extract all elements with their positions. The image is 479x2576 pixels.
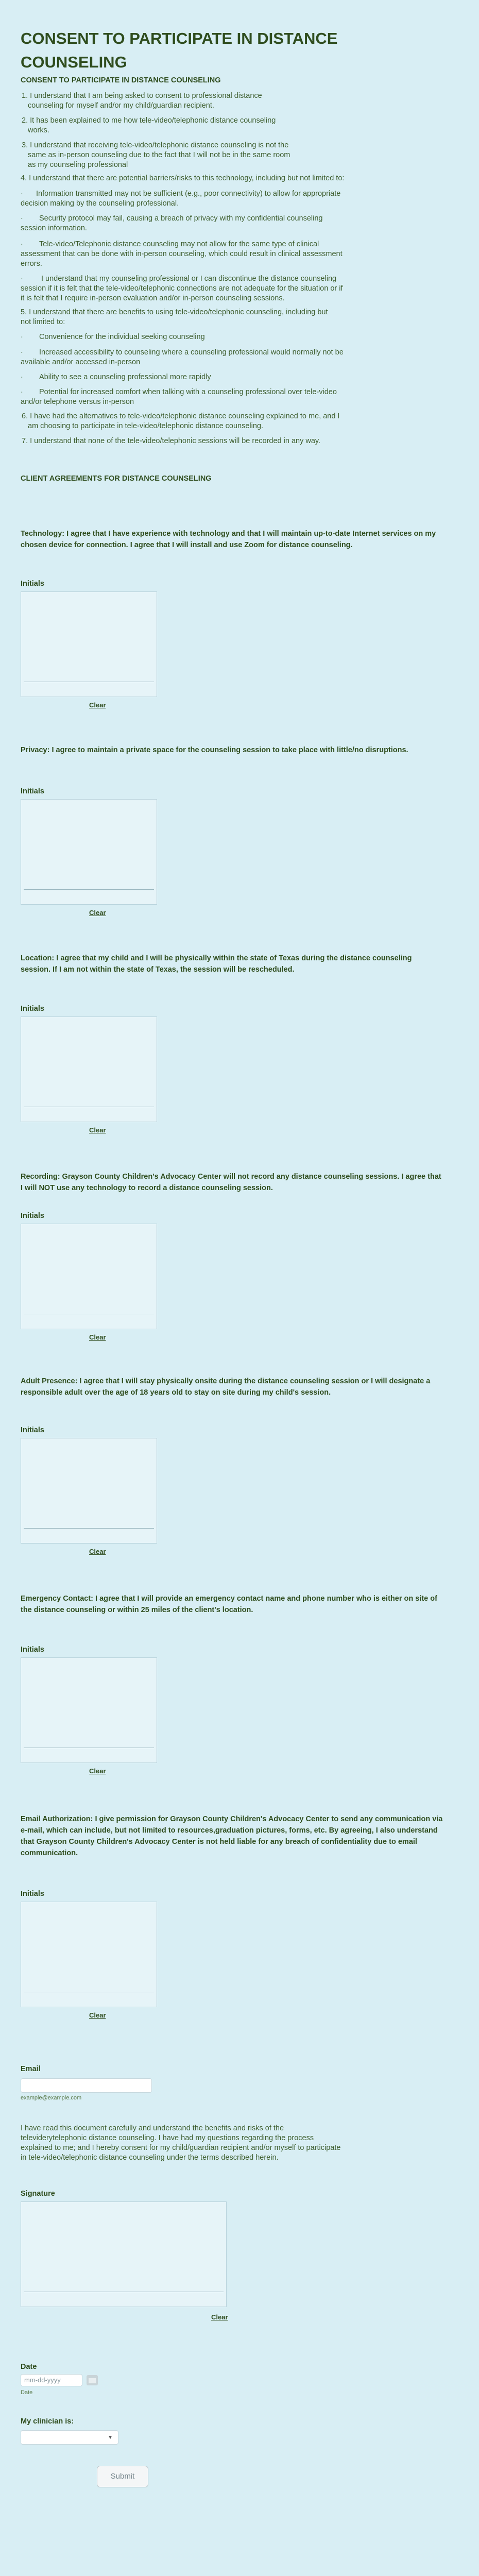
consent-item-3a: 3. I understand that receiving tele-video/telephonic distance counseling is not the: [22, 141, 289, 149]
initials-label: Initials: [21, 1646, 44, 1654]
consent-item-4d2: session if it is felt that the tele-video/telephonic connections are not adequate for the situation or if: [21, 284, 343, 293]
date-label: Date: [21, 2363, 37, 2371]
technology-agreement: Technology: I agree that I have experience with technology and that I will maintain up-to-date Internet services on my chosen device for connection. I agree that I will install and use Zoom for distance counseling.: [21, 530, 436, 549]
consent-item-5a: 5. I understand that there are benefits to using tele-video/telephonic counseling, including but: [21, 308, 328, 316]
signature-clear-button[interactable]: Clear: [211, 2313, 228, 2321]
initials-label: Initials: [21, 1890, 44, 1898]
consent-item-4a1: Information transmitted may not be sufficient (e.g., poor connectivity) to allow for appropriate: [36, 190, 341, 198]
final-statement-3: explained to me; and I hereby consent for my child/guardian recipient and/or myself to participate: [21, 2144, 341, 2152]
recording-agreement: Recording: Grayson County Children's Advocacy Center will not record any distance counseling sessions. I agree that I will NOT use any technology to record a distance counseling session.: [21, 1173, 441, 1192]
date-sublabel: Date: [21, 2389, 33, 2396]
consent-item-4b2: session information.: [21, 224, 87, 232]
date-input[interactable]: mm-dd-yyyy: [21, 2374, 82, 2386]
privacy-clear-button[interactable]: Clear: [89, 909, 106, 917]
email-auth-clear-button[interactable]: Clear: [89, 2011, 106, 2019]
final-statement-4: in tele-video/telephonic distance counseling under the terms described herein.: [21, 2154, 279, 2162]
consent-item-2a: 2. It has been explained to me how tele-video/telephonic distance counseling: [22, 116, 276, 125]
signature-label: Signature: [21, 2190, 55, 2198]
consent-item-4c1: Tele-video/Telephonic distance counseling may not allow for the same type of clinical: [39, 240, 319, 248]
adult-presence-clear-button[interactable]: Clear: [89, 1548, 106, 1555]
bullet-dot: ·: [21, 240, 23, 248]
final-statement-1: I have read this document carefully and understand the benefits and risks of the: [21, 2124, 284, 2132]
consent-item-4d3: it is felt that I require in-person evaluation and/or in-person counseling sessions.: [21, 294, 285, 302]
adult-presence-agreement: Adult Presence: I agree that I will stay physically onsite during the distance counseling session or I will designate a responsible adult over the age of 18 years old to stay on site during my child's session.: [21, 1377, 431, 1397]
consent-item-6b: am choosing to participate in tele-video/telephonic distance counseling.: [28, 422, 264, 430]
email-sublabel: example@example.com: [21, 2095, 82, 2101]
bullet-dot: ·: [21, 388, 23, 396]
initials-label: Initials: [21, 1005, 44, 1013]
email-auth-initials-pad[interactable]: [21, 1902, 157, 2007]
privacy-agreement: Privacy: I agree to maintain a private space for the counseling session to take place with little/no disruptions.: [21, 746, 408, 754]
consent-item-4c3: errors.: [21, 260, 42, 268]
initials-label: Initials: [21, 787, 44, 795]
consent-item-1a: 1. I understand that I am being asked to consent to professional distance: [22, 92, 262, 100]
consent-item-6a: 6. I have had the alternatives to tele-video/telephonic distance counseling explained to me, and I: [22, 412, 340, 420]
adult-presence-initials-pad[interactable]: [21, 1438, 157, 1544]
email-label: Email: [21, 2065, 41, 2073]
submit-button[interactable]: Submit: [97, 2466, 148, 2487]
client-agreements-heading: CLIENT AGREEMENTS FOR DISTANCE COUNSELING: [21, 474, 212, 483]
emergency-initials-pad[interactable]: [21, 1657, 157, 1763]
consent-item-7: 7. I understand that none of the tele-video/telephonic sessions will be recorded in any way.: [22, 437, 321, 445]
clinician-label: My clinician is:: [21, 2417, 74, 2426]
consent-item-5e: Ability to see a counseling professional more rapidly: [39, 373, 211, 381]
consent-item-4a2: decision making by the counseling professional.: [21, 199, 179, 208]
consent-item-4: 4. I understand that there are potential barriers/risks to this technology, including but not limited to:: [21, 174, 345, 182]
form-title: CONSENT TO PARTICIPATE IN DISTANCE COUNSELING: [21, 29, 338, 71]
privacy-initials-pad[interactable]: [21, 799, 157, 905]
final-statement-2: televiderytelephonic distance counseling. I have had my questions regarding the process: [21, 2134, 314, 2142]
location-agreement: Location: I agree that my child and I will be physically within the state of Texas during the distance counseling session. If I am not within the state of Texas, the session will be rescheduled.: [21, 954, 412, 974]
consent-item-1b: counseling for myself and/or my child/guardian recipient.: [28, 101, 214, 110]
emergency-clear-button[interactable]: Clear: [89, 1767, 106, 1775]
consent-item-5b: not limited to:: [21, 318, 65, 326]
bullet-dot: ·: [21, 190, 23, 198]
consent-item-3c: as my counseling professional: [28, 161, 128, 169]
recording-initials-pad[interactable]: [21, 1224, 157, 1329]
bullet-dot: ·: [21, 348, 23, 357]
initials-label: Initials: [21, 1426, 44, 1434]
consent-item-5d2: available and/or accessed in-person: [21, 358, 141, 366]
email-authorization-agreement: Email Authorization: I give permission for Grayson County Children's Advocacy Center to send any communication via e-mail, which can include, but not limited to resources,graduation pictures, forms, etc. By agreeing, I also understand that Grayson County Children's Advocacy Center is not held liable for any breach of confidentiality due to email communication.: [21, 1815, 443, 1857]
consent-item-4b1: Security protocol may fail, causing a breach of privacy with my confidential counseling: [39, 214, 323, 223]
consent-item-5d1: Increased accessibility to counseling where a counseling professional would normally not be: [39, 348, 344, 357]
bullet-dot: ·: [21, 275, 23, 283]
location-clear-button[interactable]: Clear: [89, 1126, 106, 1134]
emergency-contact-agreement: Emergency Contact: I agree that I will provide an emergency contact name and phone number who is either on site of the distance counseling or within 25 miles of the client's location.: [21, 1595, 437, 1614]
technology-initials-pad[interactable]: [21, 591, 157, 697]
technology-clear-button[interactable]: Clear: [89, 701, 106, 709]
consent-item-5f1: Potential for increased comfort when talking with a counseling professional over tele-video: [39, 388, 337, 396]
email-input[interactable]: [21, 2078, 152, 2093]
clinician-select[interactable]: [21, 2430, 118, 2445]
consent-item-3b: same as in-person counseling due to the fact that I will not be in the same room: [28, 151, 290, 159]
bullet-dot: ·: [21, 333, 23, 341]
initials-label: Initials: [21, 1212, 44, 1220]
initials-label: Initials: [21, 580, 44, 588]
bullet-dot: ·: [21, 373, 23, 381]
consent-heading: CONSENT TO PARTICIPATE IN DISTANCE COUNSELING: [21, 76, 221, 84]
signature-pad[interactable]: [21, 2201, 227, 2307]
consent-item-5f2: and/or telephone versus in-person: [21, 398, 134, 406]
consent-item-5c: Convenience for the individual seeking counseling: [39, 333, 205, 341]
chevron-down-icon: ▼: [108, 2435, 113, 2441]
recording-clear-button[interactable]: Clear: [89, 1333, 106, 1341]
calendar-icon[interactable]: [87, 2375, 98, 2385]
location-initials-pad[interactable]: [21, 1016, 157, 1122]
consent-item-4d1: I understand that my counseling professional or I can discontinue the distance counseling: [41, 275, 337, 283]
consent-item-4c2: assessment that can be done with in-person counseling, which could result in clinical assessment: [21, 250, 343, 258]
bullet-dot: ·: [21, 214, 23, 223]
consent-item-2b: works.: [28, 126, 49, 134]
